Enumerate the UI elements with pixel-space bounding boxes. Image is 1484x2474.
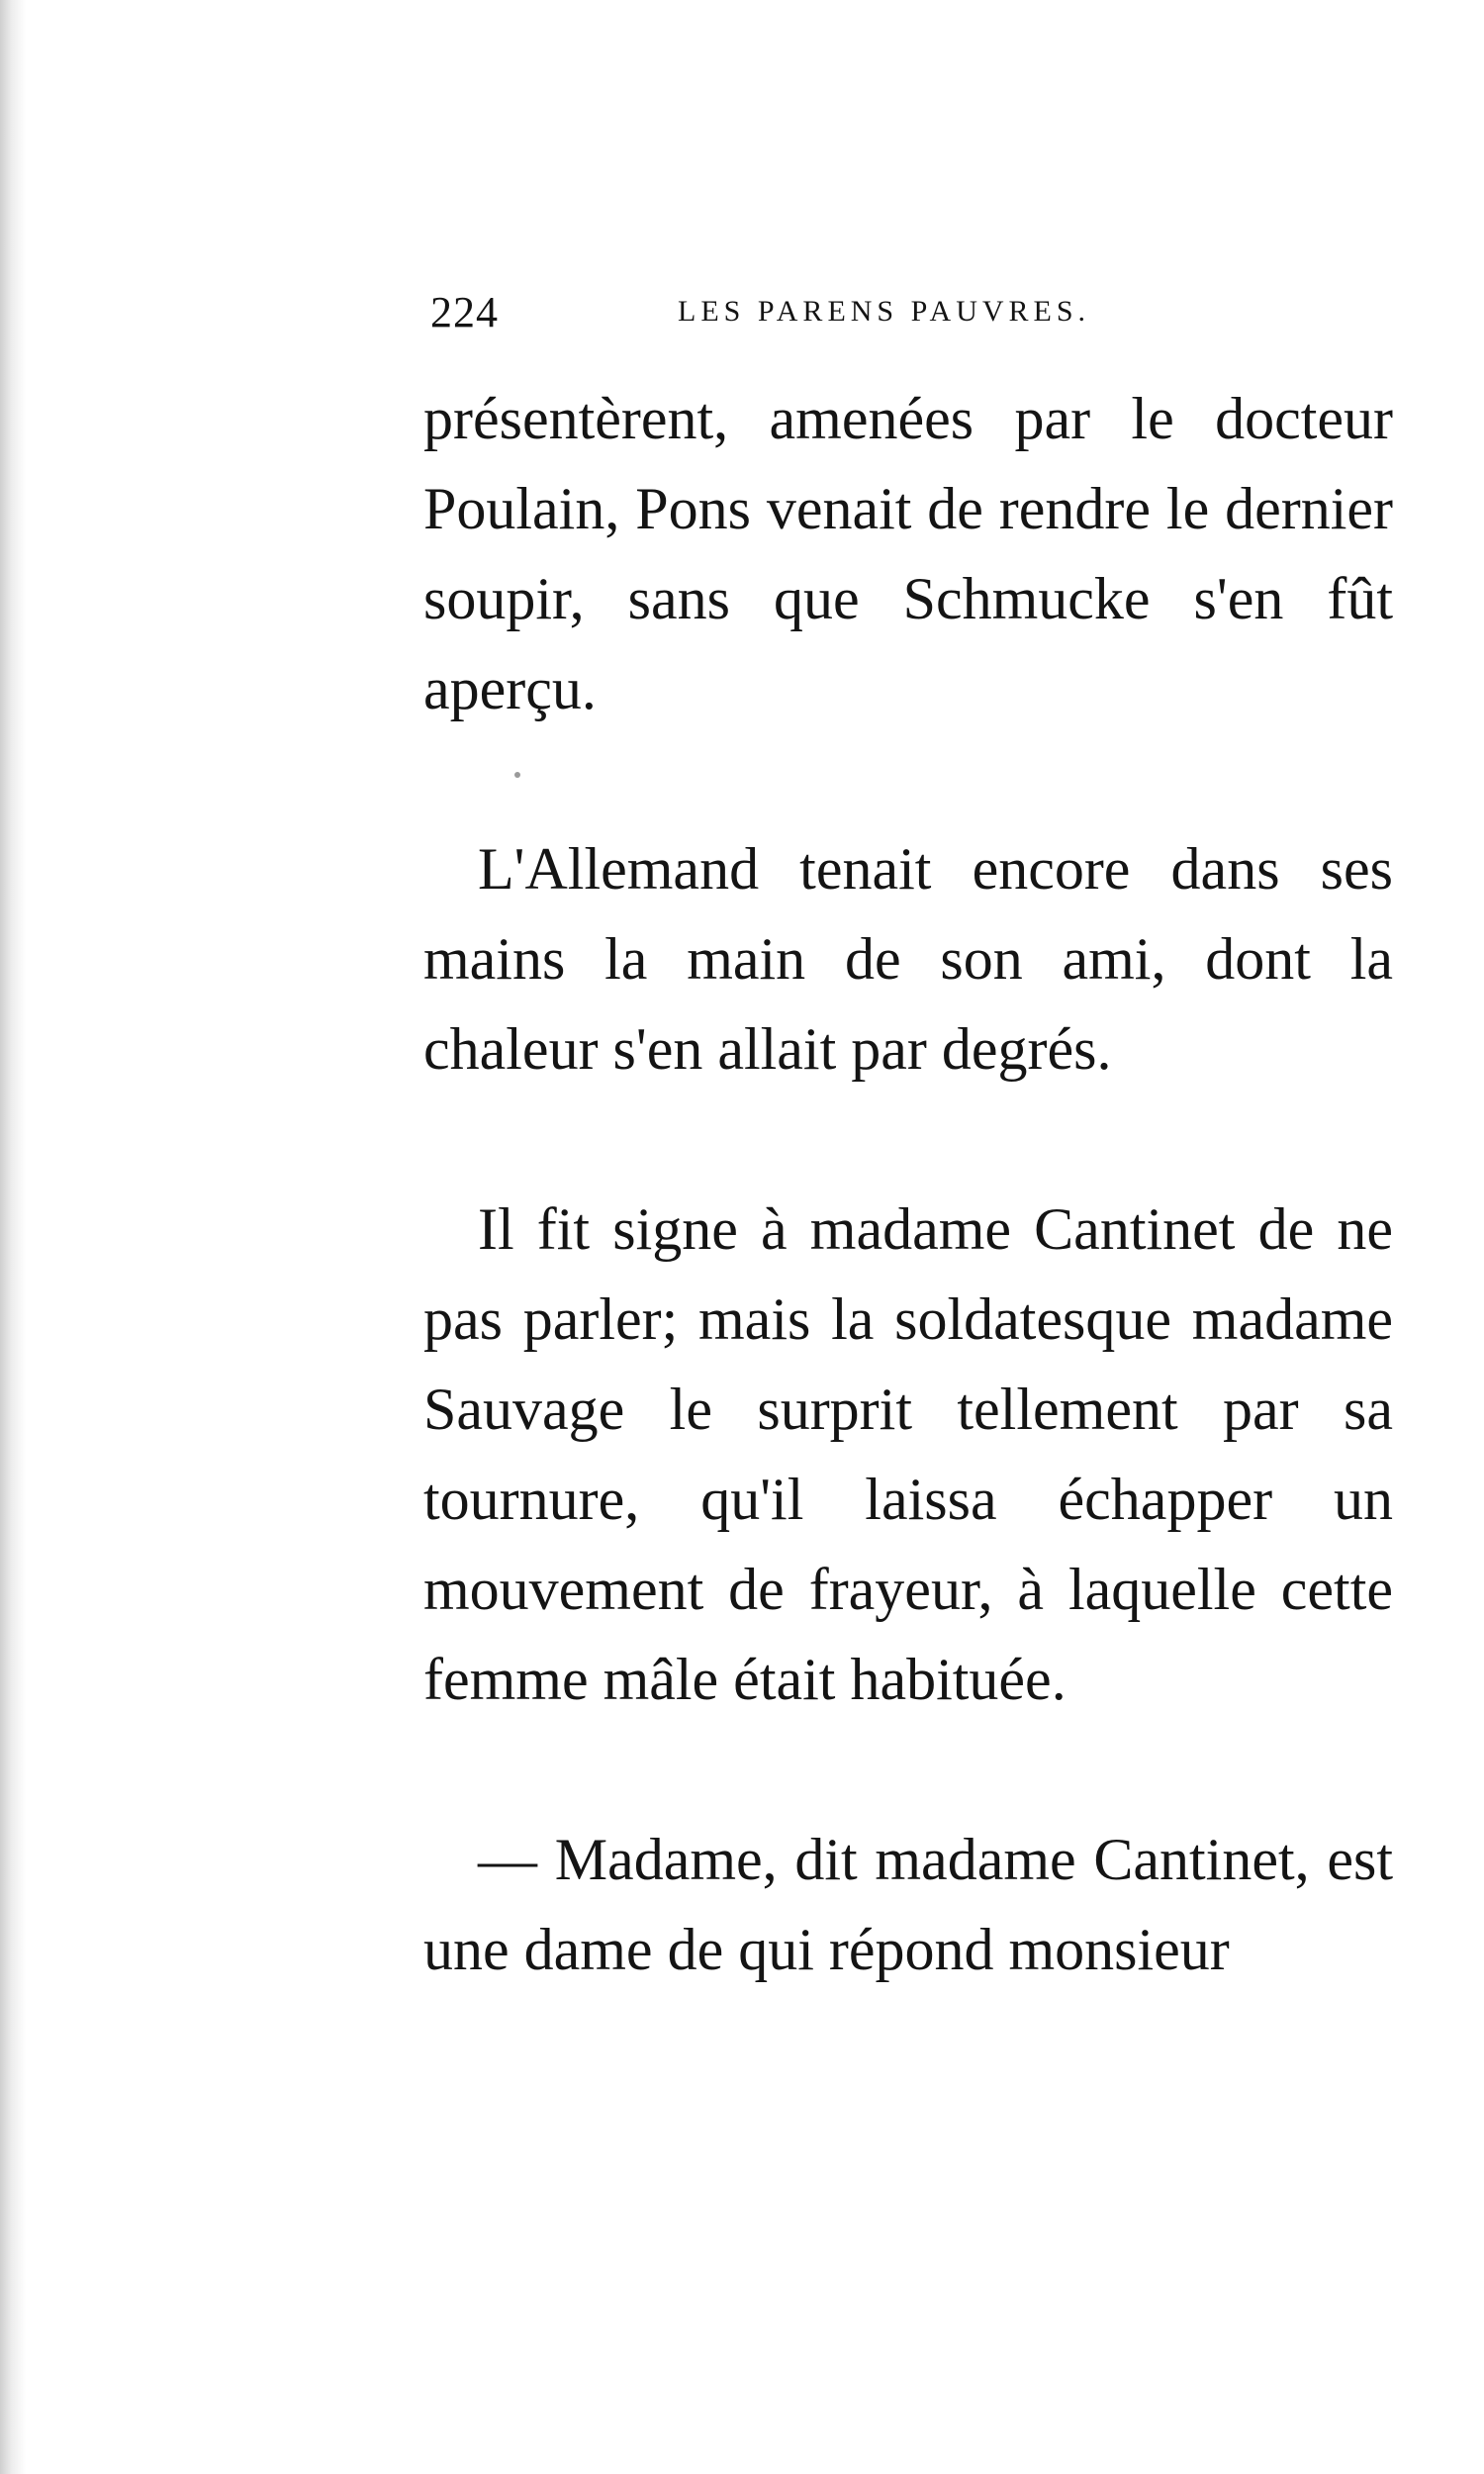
page-header <box>430 287 1143 336</box>
paragraph: — Madame, dit madame Cantinet, est une dame de qui répond monsieur <box>423 1827 1393 1982</box>
paragraph: présentèrent, amenées par le docteur Poulain, Pons venait de rendre le dernier soupir, sans que Schmucke s'en fût aperçu. <box>423 386 1393 721</box>
body-text <box>423 374 1393 1995</box>
paragraph: L'Allemand tenait encore dans ses mains la main de son ami, dont la chaleur s'en allait par degrés. <box>423 836 1393 1082</box>
page-edge-shadow <box>0 0 26 2474</box>
running-title: LES PARENS PAUVRES. <box>678 295 1091 328</box>
page-number: 224 <box>430 288 499 336</box>
paragraph: Il fit signe à madame Cantinet de ne pas parler; mais la soldatesque madame Sauvage le surprit tellement par sa tournure, qu'il laissa échapper un mouvement de frayeur, à laquelle cette femme mâle était habituée. <box>423 1196 1393 1712</box>
